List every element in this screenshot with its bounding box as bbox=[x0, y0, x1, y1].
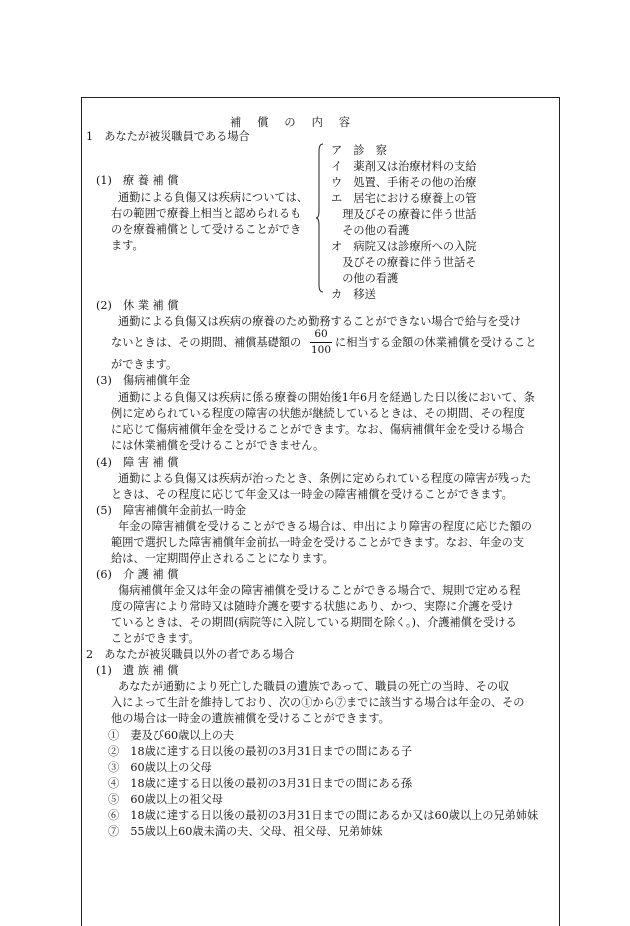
ryoyo-body: 右の範囲で療養上相当と認められるも bbox=[111, 207, 302, 220]
shobyo-body: に応じて傷病補償年金を受けることができます。なお、傷病補償年金を受ける場合 bbox=[111, 423, 525, 436]
section-1-heading: 1 あなたが被災職員である場合 bbox=[86, 130, 250, 143]
list-item: ② 18歳に達する日以後の最初の3月31日までの間にある子 bbox=[108, 745, 413, 758]
shobyo-body: 例に定められている程度の障害の状態が継続しているときは、その期間、その程度 bbox=[111, 407, 525, 420]
kyugyo-body: ができます。 bbox=[111, 358, 178, 371]
shogai-body: 通勤による負傷又は疾病が治ったとき、条例に定められている程度の障害が残った bbox=[118, 472, 532, 485]
list-item: ① 妻及び60歳以上の夫 bbox=[108, 729, 235, 742]
kaigo-body: 度の障害により常時又は随時介護を要する状態にあり、かつ、実際に介護を受け bbox=[111, 600, 514, 613]
ryoyo-item: 及びその療養に伴う世話そ bbox=[331, 256, 477, 269]
ryoyo-heading: (1) 療 養 補 償 bbox=[96, 174, 179, 187]
section-2-heading: 2 あなたが被災職員以外の者である場合 bbox=[86, 648, 295, 661]
title-char: 内 bbox=[311, 116, 323, 129]
maebarai-body: 年金の障害補償を受けることができる場合は、申出により障害の程度に応じた額の bbox=[118, 520, 532, 533]
shobyo-heading: (3) 傷病補償年金 bbox=[96, 374, 191, 387]
title-char: 償 bbox=[257, 116, 269, 129]
kaigo-heading: (6) 介 護 補 償 bbox=[96, 568, 179, 581]
fraction-numerator: 60 bbox=[314, 328, 328, 340]
ryoyo-item: の他の看護 bbox=[331, 272, 399, 285]
shobyo-body: 通勤による負傷又は疾病に係る療養の開始後1年6月を経過した日以後において、条 bbox=[118, 391, 535, 404]
shogai-heading: (4) 障 害 補 償 bbox=[96, 456, 179, 469]
izoku-body: あなたが通勤により死亡した職員の遺族であって、職員の死亡の当時、その収 bbox=[118, 680, 510, 693]
fraction-denominator: 100 bbox=[310, 344, 332, 356]
fraction bbox=[310, 328, 332, 357]
list-item: ⑦ 55歳以上60歳未満の夫、父母、祖父母、兄弟姉妹 bbox=[108, 825, 383, 838]
title-char: 容 bbox=[338, 116, 351, 129]
maebarai-body: 給は、一定期間停止されることになります。 bbox=[111, 552, 334, 565]
ryoyo-body: 通勤による負傷又は疾病については、 bbox=[118, 191, 308, 204]
kaigo-body: ているときは、その期間(病院等に入院している期間を除く。)、介護補償を受ける bbox=[111, 616, 517, 629]
brace-icon bbox=[316, 143, 324, 293]
list-item: ⑤ 60歳以上の祖父母 bbox=[108, 793, 223, 806]
list-item: ③ 60歳以上の父母 bbox=[108, 761, 212, 774]
title-char: 補 bbox=[230, 116, 242, 129]
kyugyo-heading: (2) 休 業 補 償 bbox=[96, 299, 179, 312]
ryoyo-item: オ 病院又は診療所への入院 bbox=[331, 240, 477, 253]
ryoyo-item: ア 診 察 bbox=[331, 144, 387, 157]
izoku-body: 他の場合は一時金の遺族補償を受けることができます。 bbox=[111, 712, 390, 725]
ryoyo-body: のを療養補償として受けることができ bbox=[111, 223, 302, 236]
shobyo-body: には休業補償を受けることができません。 bbox=[111, 439, 325, 452]
list-item: ④ 18歳に達する日以後の最初の3月31日までの間にある孫 bbox=[108, 777, 413, 790]
ryoyo-item: イ 薬剤又は治療材料の支給 bbox=[331, 160, 477, 173]
izoku-heading: (1) 遺 族 補 償 bbox=[96, 664, 179, 677]
document-title bbox=[230, 114, 410, 130]
title-char: の bbox=[284, 116, 296, 129]
kaigo-body: ことができます。 bbox=[111, 632, 200, 645]
kaigo-body: 傷病補償年金又は年金の障害補償を受けることができる場合で、規則で定める程 bbox=[118, 584, 521, 597]
ryoyo-item: ウ 処置、手術その他の治療 bbox=[331, 176, 477, 189]
shogai-body: ときは、その程度に応じて年金又は一時金の障害補償を受けることができます。 bbox=[111, 488, 513, 501]
maebarai-body: 範囲で選択した障害補償年金前払一時金を受けることができます。なお、年金の支 bbox=[111, 536, 525, 549]
kyugyo-body: ないときは、その期間、補償基礎額の bbox=[111, 336, 302, 349]
ryoyo-item: 理及びその療養に伴う世話 bbox=[331, 208, 477, 221]
kyugyo-body: に相当する金額の休業補償を受けること bbox=[335, 336, 537, 349]
ryoyo-item: その他の看護 bbox=[331, 224, 410, 237]
ryoyo-item: カ 移送 bbox=[331, 288, 376, 301]
ryoyo-item: エ 居宅における療養上の管 bbox=[331, 192, 477, 205]
maebarai-heading: (5) 障害補償年金前払一時金 bbox=[96, 504, 247, 517]
kyugyo-body: 通勤による負傷又は疾病の療養のため勤務することができない場合で給与を受け bbox=[118, 315, 521, 328]
ryoyo-body: ます。 bbox=[111, 239, 144, 252]
fraction-bar bbox=[310, 342, 332, 343]
list-item: ⑥ 18歳に達する日以後の最初の3月31日までの間にあるか又は60歳以上の兄弟姉妹 bbox=[108, 809, 539, 822]
izoku-body: 入によって生計を維持しており、次の①から⑦までに該当する場合は年金の、その bbox=[111, 696, 525, 709]
